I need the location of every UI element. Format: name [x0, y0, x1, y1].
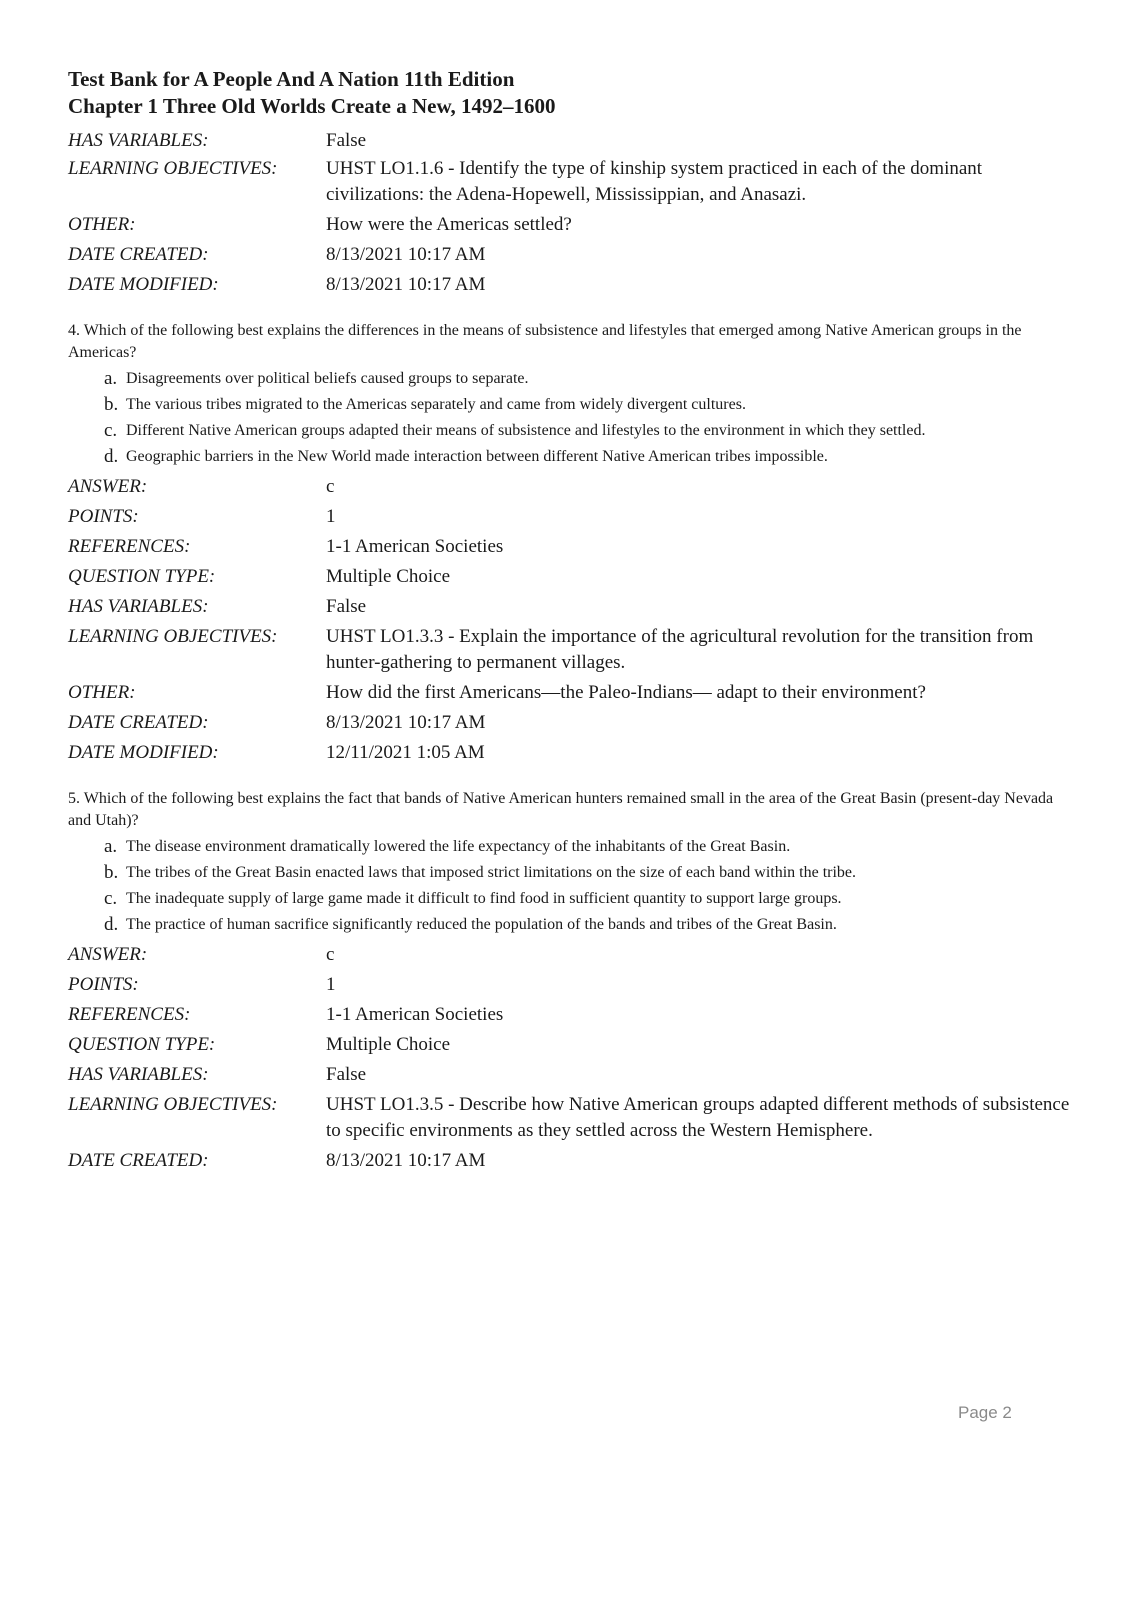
meta-row — [68, 1032, 1078, 1058]
meta-row — [68, 272, 1078, 298]
meta-value: UHST LO1.1.6 - Identify the type of kinship system practiced in each of the dominant civilizations: the Adena-Hopewell, Mississippian, and Anasazi. — [326, 158, 983, 205]
meta-label: ANSWER: — [68, 944, 148, 965]
meta-label: QUESTION TYPE: — [68, 1034, 216, 1055]
meta-row — [68, 1062, 1078, 1088]
option-d — [68, 914, 1078, 936]
meta-label: POINTS: — [68, 506, 139, 527]
meta-label: OTHER: — [68, 682, 136, 703]
meta-row — [68, 474, 1078, 500]
question-5 — [68, 788, 1078, 1174]
option-text: Geographic barriers in the New World made interaction between different Native American tribes impossible. — [126, 448, 828, 465]
meta-label: REFERENCES: — [68, 1004, 191, 1025]
question-metadata — [68, 474, 1078, 766]
answer-options — [68, 836, 1078, 936]
meta-value: 8/13/2021 10:17 AM — [326, 274, 486, 295]
meta-value: 8/13/2021 10:17 AM — [326, 712, 486, 733]
meta-value: False — [326, 130, 367, 151]
meta-label: DATE MODIFIED: — [68, 742, 219, 763]
question-text: 5. Which of the following best explains the fact that bands of Native American hunters remained small in the area of the Great Basin (present-day Nevada and Utah)? — [68, 790, 1054, 829]
option-letter: d. — [104, 914, 119, 935]
meta-value: 8/13/2021 10:17 AM — [326, 244, 486, 265]
meta-row — [68, 1092, 1078, 1144]
meta-value: 1-1 American Societies — [326, 536, 504, 557]
option-b — [68, 394, 1078, 416]
option-text: The tribes of the Great Basin enacted laws that imposed strict limitations on the size of each band within the tribe. — [126, 864, 857, 881]
option-text: The disease environment dramatically lowered the life expectancy of the inhabitants of the Great Basin. — [126, 838, 791, 855]
meta-row — [68, 1148, 1078, 1174]
option-letter: d. — [104, 446, 119, 467]
option-letter: b. — [104, 862, 119, 883]
option-a — [68, 368, 1078, 390]
meta-value: False — [326, 596, 367, 617]
top-metadata — [68, 128, 1078, 298]
option-text: The inadequate supply of large game made it difficult to find food in sufficient quantity to support large groups. — [126, 890, 842, 907]
document-title — [68, 66, 1078, 120]
meta-row — [68, 504, 1078, 530]
meta-value: c — [326, 944, 335, 965]
option-letter: a. — [104, 836, 118, 857]
option-c — [68, 420, 1078, 442]
meta-row — [68, 972, 1078, 998]
meta-row — [68, 242, 1078, 268]
meta-label: REFERENCES: — [68, 536, 191, 557]
meta-label: DATE CREATED: — [68, 244, 209, 265]
meta-value: How were the Americas settled? — [326, 214, 572, 235]
option-text: The various tribes migrated to the Americas separately and came from widely divergent cultures. — [126, 396, 746, 413]
meta-label: HAS VARIABLES: — [68, 596, 209, 617]
answer-options — [68, 368, 1078, 468]
meta-value: 1-1 American Societies — [326, 1004, 504, 1025]
meta-label: ANSWER: — [68, 476, 148, 497]
meta-value: False — [326, 1064, 367, 1085]
option-text: The practice of human sacrifice significantly reduced the population of the bands and tribes of the Great Basin. — [126, 916, 837, 933]
meta-value: How did the first Americans—the Paleo-Indians— adapt to their environment? — [326, 682, 926, 703]
meta-label: QUESTION TYPE: — [68, 566, 216, 587]
meta-label: LEARNING OBJECTIVES: — [68, 1094, 278, 1115]
meta-label: LEARNING OBJECTIVES: — [68, 158, 278, 179]
meta-row — [68, 534, 1078, 560]
page-number: Page 2 — [958, 1403, 1012, 1422]
meta-row — [68, 564, 1078, 590]
option-letter: b. — [104, 394, 119, 415]
option-letter: a. — [104, 368, 118, 389]
option-b — [68, 862, 1078, 884]
meta-value: 12/11/2021 1:05 AM — [326, 742, 485, 763]
question-4 — [68, 320, 1078, 766]
option-letter: c. — [104, 888, 118, 909]
document-page — [68, 66, 1078, 1174]
meta-row — [68, 594, 1078, 620]
meta-value: 1 — [326, 974, 336, 995]
meta-label: HAS VARIABLES: — [68, 1064, 209, 1085]
meta-row — [68, 710, 1078, 736]
meta-label: LEARNING OBJECTIVES: — [68, 626, 278, 647]
option-text: Different Native American groups adapted their means of subsistence and lifestyles to the environment in which they settled. — [126, 422, 926, 439]
meta-value: UHST LO1.3.5 - Describe how Native American groups adapted different methods of subsistence to specific environments as they settled across the Western Hemisphere. — [326, 1094, 1070, 1141]
meta-row — [68, 128, 1078, 154]
meta-row — [68, 1002, 1078, 1028]
meta-row — [68, 680, 1078, 706]
meta-label: DATE CREATED: — [68, 1150, 209, 1171]
meta-row — [68, 942, 1078, 968]
meta-label: POINTS: — [68, 974, 139, 995]
option-c — [68, 888, 1078, 910]
meta-label: DATE MODIFIED: — [68, 274, 219, 295]
question-text: 4. Which of the following best explains the differences in the means of subsistence and lifestyles that emerged among Native American groups in the Americas? — [68, 322, 1022, 361]
meta-label: HAS VARIABLES: — [68, 130, 209, 151]
option-letter: c. — [104, 420, 118, 441]
meta-row — [68, 740, 1078, 766]
option-a — [68, 836, 1078, 858]
meta-label: OTHER: — [68, 214, 136, 235]
meta-value: 8/13/2021 10:17 AM — [326, 1150, 486, 1171]
meta-row — [68, 624, 1078, 676]
option-d — [68, 446, 1078, 468]
meta-row — [68, 156, 1078, 208]
meta-value: Multiple Choice — [326, 1034, 451, 1055]
meta-value: UHST LO1.3.3 - Explain the importance of the agricultural revolution for the transition from hunter-gathering to permanent villages. — [326, 626, 1034, 673]
meta-row — [68, 212, 1078, 238]
meta-value: 1 — [326, 506, 336, 527]
title-line-2: Chapter 1 Three Old Worlds Create a New, 1492–1600 — [68, 94, 556, 118]
meta-value: Multiple Choice — [326, 566, 451, 587]
question-metadata — [68, 942, 1078, 1174]
option-text: Disagreements over political beliefs caused groups to separate. — [126, 370, 529, 387]
title-line-1: Test Bank for A People And A Nation 11th Edition — [68, 67, 515, 91]
meta-label: DATE CREATED: — [68, 712, 209, 733]
meta-value: c — [326, 476, 335, 497]
